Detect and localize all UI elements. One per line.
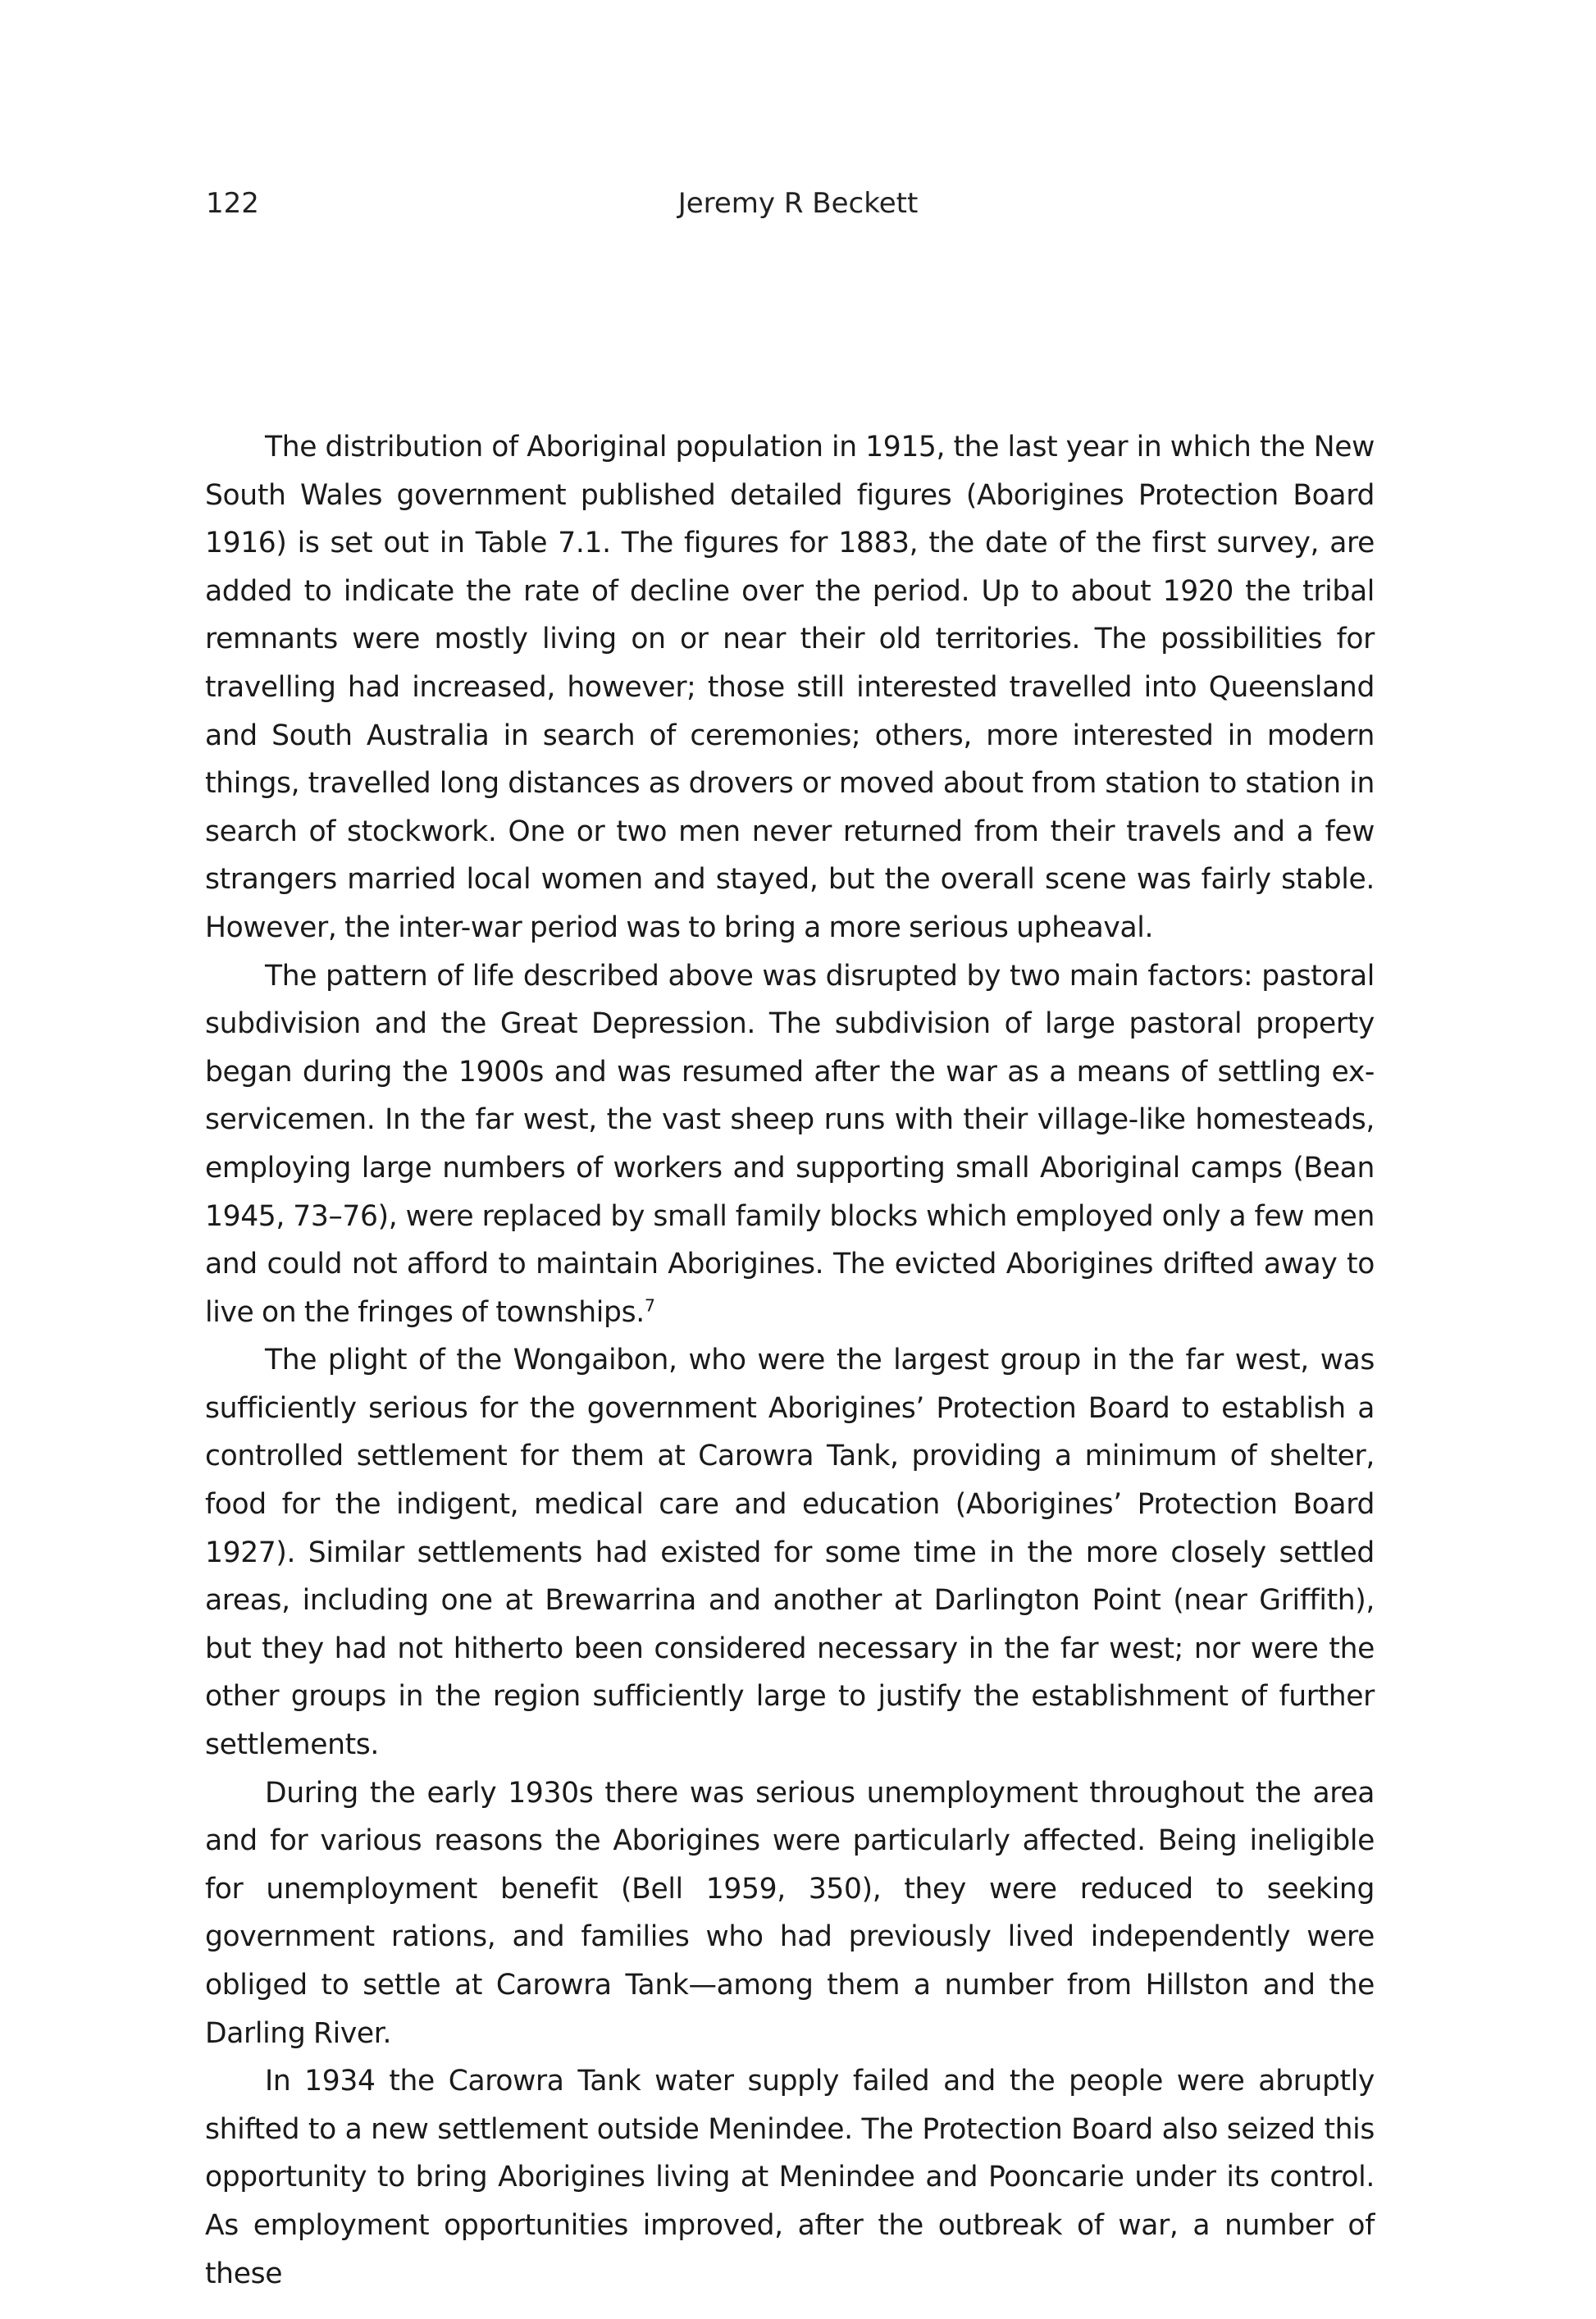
paragraph-4-text: During the early 1930s there was serious unemployment throughout the area and for various reasons the Aborigines were particularly affected. Being ineligible for unemployment benefit (Bell 1959, 350), they were reduced to seeking government rations, and families who had previously lived independently were obliged to settle at Carowra Tank—among them a number from Hillston and the Darling River. — [205, 1776, 1375, 2050]
paragraph-4 — [205, 1769, 1375, 2058]
paragraph-2 — [205, 952, 1375, 1337]
paragraph-1 — [205, 423, 1375, 952]
page-number: 122 — [206, 187, 259, 220]
paragraph-3-text: The plight of the Wongaibon, who were the largest group in the far west, was sufficiently serious for the government Aborigines’ Protection Board to establish a controlled settlement for them at Carowra Tank, providing a minimum of shelter, food for the indigent, medical care and education (Aborigines’ Protection Board 1927). Similar settlements had existed for some time in the more closely settled areas, including one at Brewarrina and another at Darlington Point (near Griffith), but they had not hitherto been considered necessary in the far west; nor were the other groups in the region sufficiently large to justify the establishment of further settlements. — [205, 1344, 1375, 1762]
footnote-marker: 7 — [644, 1295, 655, 1316]
paragraph-5 — [205, 2057, 1375, 2298]
paragraph-5-text: In 1934 the Carowra Tank water supply failed and the people were abruptly shifted to a new settlement outside Menindee. The Protection Board also seized this opportunity to bring Aborigines living at Menindee and Pooncarie under its control. As employment opportunities improved, after the outbreak of war, a number of these — [205, 2065, 1375, 2290]
paragraph-3 — [205, 1336, 1375, 1769]
paragraph-1-text: The distribution of Aboriginal population in 1915, the last year in which the New South Wales government published detailed figures (Aborigines Protection Board 1916) is set out in Table 7.1. The figures for 1883, the date of the first survey, are added to indicate the rate of decline over the period. Up to about 1920 the tribal remnants were mostly living on or near their old territories. The possibilities for travelling had increased, however; those still interested travelled into Queensland and South Australia in search of ceremonies; others, more interested in modern things, travelled long distances as drovers or moved about from station to station in search of stockwork. One or two men never returned from their travels and a few strangers married local women and stayed, but the overall scene was fairly stable. However, the inter-war period was to bring a more serious upheaval. — [205, 431, 1375, 944]
paragraph-2-text: The pattern of life described above was disrupted by two main factors: pastoral subdivision and the Great Depression. The subdivision of large pastoral property began during the 1900s and was resumed after the war as a means of settling ex-servicemen. In the far west, the vast sheep runs with their village-like homesteads, employing large numbers of workers and supporting small Aboriginal camps (Bean 1945, 73–76), were replaced by small family blocks which employed only a few men and could not afford to maintain Aborigines. The evicted Aborigines drifted away to live on the fringes of townships. — [205, 959, 1375, 1329]
running-head: Jeremy R Beckett — [677, 187, 919, 220]
body-text — [205, 423, 1375, 2298]
